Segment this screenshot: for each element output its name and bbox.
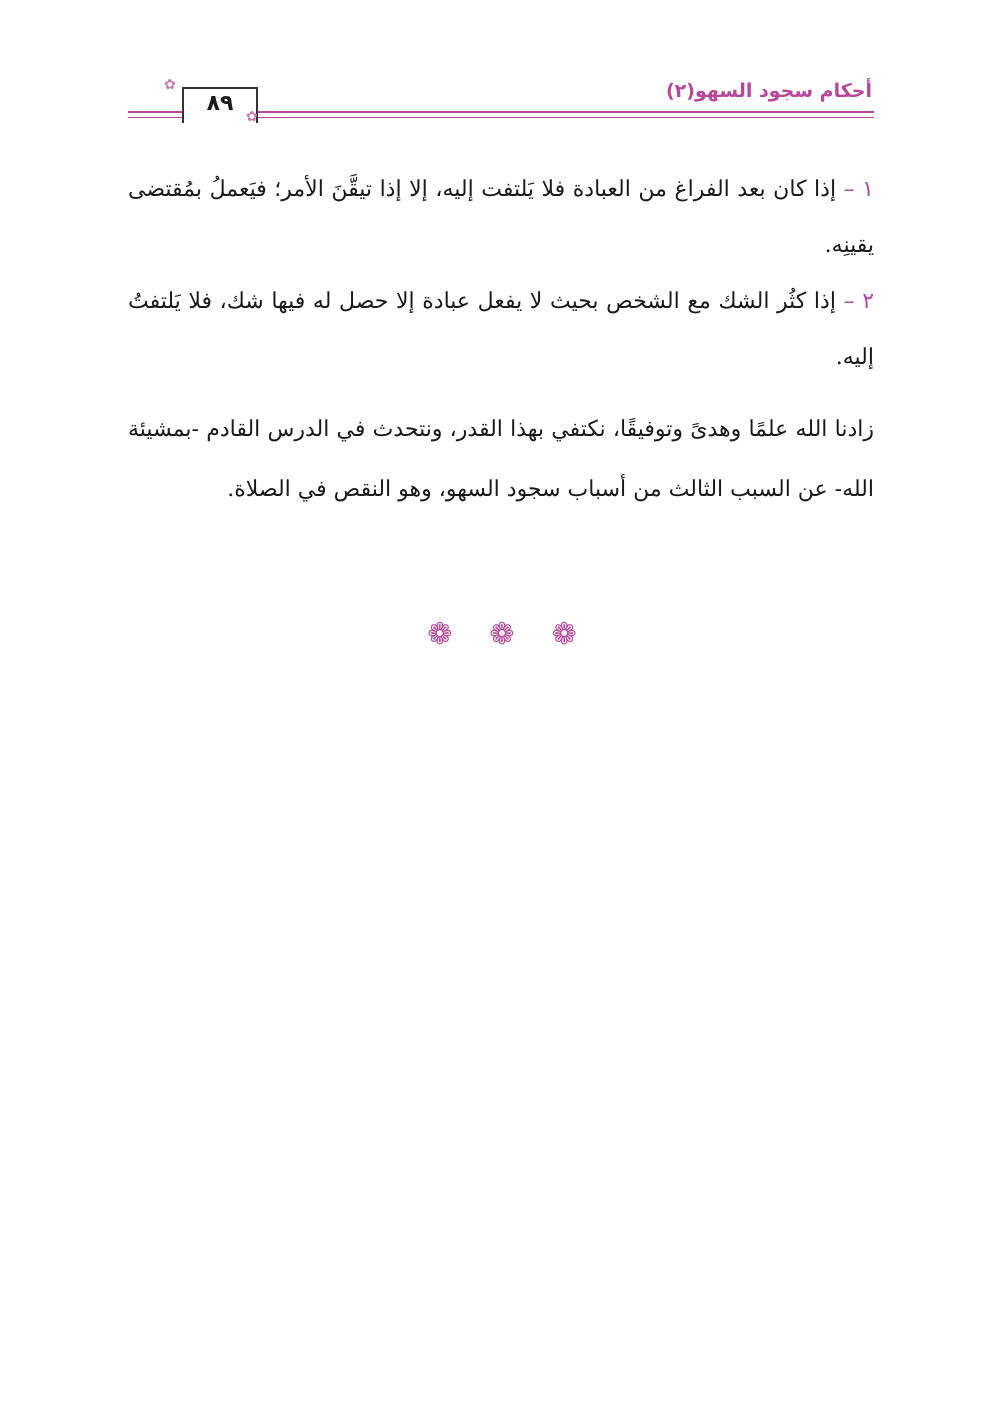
flower-ornament-icon: ❁ [427, 617, 453, 652]
closing-paragraph: زادنا الله علمًا وهدىً وتوفيقًا، نكتفي بهذا القدر، ونتحدث في الدرس القادم -بمشيئة الله- عن السبب الثالث من أسباب سجود السهو، وهو النقص في الصلاة. [128, 417, 874, 502]
floral-corner-icon: ✿ [246, 109, 258, 125]
list-item-number: ٢ – [843, 289, 875, 314]
page-header [128, 70, 874, 130]
flower-ornament-icon: ❁ [551, 617, 577, 652]
floral-corner-icon: ✿ [164, 77, 176, 93]
list-item [128, 162, 874, 274]
page-body [128, 162, 874, 542]
flower-ornament-icon: ❁ [489, 617, 515, 652]
header-rule-left-thin [128, 117, 182, 118]
header-rule-left [128, 111, 182, 113]
page-number: ٨٩ [206, 91, 234, 116]
list-item-number: ١ – [843, 177, 874, 202]
list-item-text: إذا كان بعد الفراغ من العبادة فلا يَلتفت إليه، إلا إذا تيقَّنَ الأمر؛ فيَعملُ بمُقتضى يقينِه. [128, 177, 874, 258]
list-item-text: إذا كثُر الشك مع الشخص بحيث لا يفعل عبادة إلا حصل له فيها شك، فلا يَلتفتُ إليه. [128, 289, 874, 370]
header-rule-thin [258, 117, 874, 118]
list-item [128, 274, 874, 386]
chapter-title: أحكام سجود السهو(٢) [665, 80, 872, 102]
section-divider [0, 617, 1004, 652]
header-rule [258, 111, 874, 113]
